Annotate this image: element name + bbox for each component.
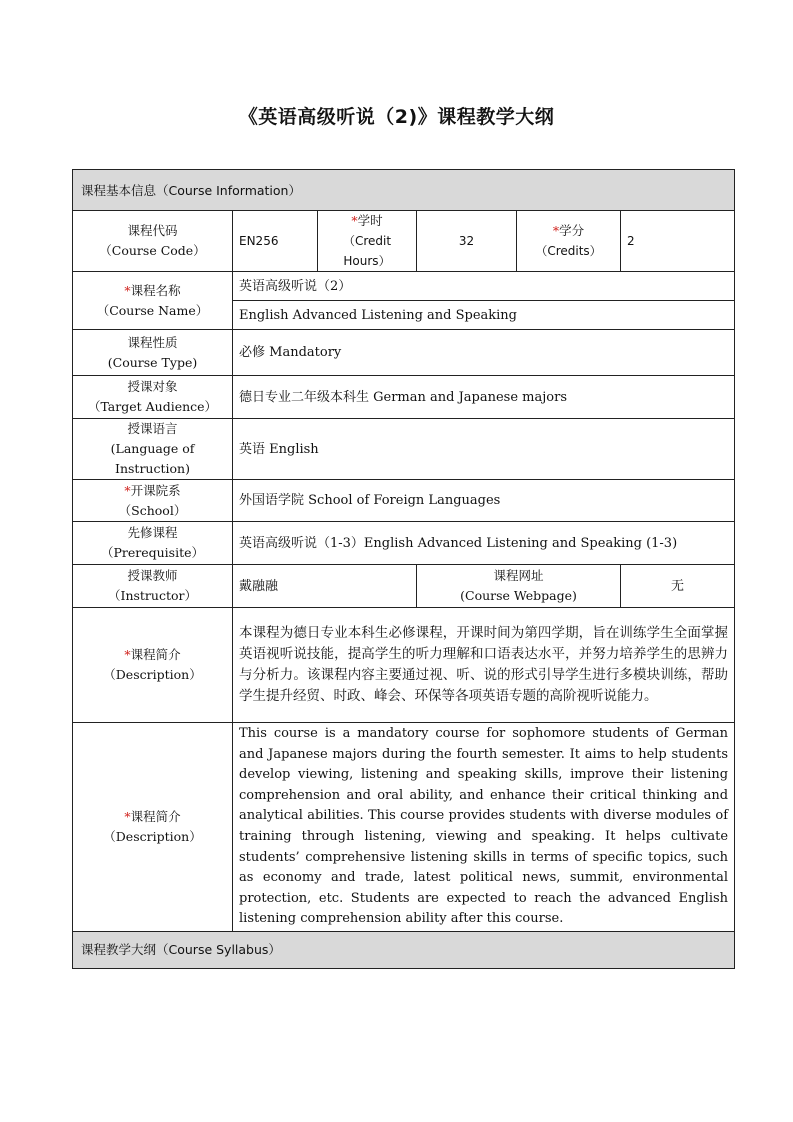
row-school [73, 480, 735, 522]
description-cn-label-text: 课程简介（Description） [103, 647, 202, 682]
required-star: * [552, 223, 560, 238]
row-course-type [73, 330, 735, 376]
course-code-label-en: （Course Code） [99, 243, 206, 258]
prerequisite-label [73, 522, 233, 565]
prerequisite-value: 英语高级听说（1-3）English Advanced Listening and Speaking (1-3) [233, 522, 735, 565]
course-webpage-value: 无 [621, 565, 735, 608]
prerequisite-label-cn: 先修课程 [127, 525, 178, 540]
description-en-label [73, 723, 233, 932]
section-row-syllabus [73, 931, 735, 968]
course-type-value: 必修 Mandatory [233, 330, 735, 376]
instructor-value: 戴融融 [233, 565, 417, 608]
credits-label-en: （Credits） [535, 244, 602, 258]
instructor-label-cn: 授课教师 [127, 568, 178, 583]
row-description-cn [73, 608, 735, 723]
language-label-cn: 授课语言 [127, 421, 178, 436]
course-code-value: EN256 [233, 211, 318, 272]
school-label-en: （School） [118, 502, 187, 518]
target-audience-label-en: （Target Audience） [87, 399, 218, 414]
language-value: 英语 English [233, 419, 735, 480]
course-webpage-label [417, 565, 621, 608]
course-code-label [73, 211, 233, 272]
section-course-syllabus: 课程教学大纲（Course Syllabus） [73, 931, 735, 968]
credit-hours-label [318, 211, 417, 272]
prerequisite-label-en: （Prerequisite） [100, 545, 205, 560]
section-row-info [73, 170, 735, 211]
description-en-label-text: 课程简介（Description） [103, 808, 202, 844]
credit-hours-label-en: （Credit Hours） [342, 234, 392, 268]
row-language [73, 419, 735, 480]
credits-value: 2 [621, 211, 735, 272]
course-name-en-value: English Advanced Listening and Speaking [233, 301, 735, 330]
description-en-text: This course is a mandatory course for sophomore students of German and Japanese majors during the fourth semester. It aims to help students develop viewing, listening and speaking skills, improve their listening comprehension and oral ability, and enhance their critical thinking and analytical abilities. This course provides students with diverse modules of training through listening, viewing and speaking. It helps cultivate students’ comprehensive listening skills in terms of specific topics, such as economy and trade, latest political news, summit, environmental protection, etc. Students are expected to reach the advanced English listening comprehension ability after this course. [233, 723, 735, 932]
course-type-label [73, 330, 233, 376]
required-star: * [124, 647, 131, 662]
instructor-label-en: （Instructor） [108, 588, 197, 603]
target-audience-label [73, 376, 233, 419]
required-star: * [124, 282, 131, 298]
school-value: 外国语学院 School of Foreign Languages [233, 480, 735, 522]
credit-hours-value: 32 [417, 211, 517, 272]
row-target-audience [73, 376, 735, 419]
school-label-cn: 开课院系 [130, 482, 181, 498]
course-webpage-label-cn: 课程网址 [493, 568, 544, 583]
school-label [73, 480, 233, 522]
course-type-label-en: (Course Type) [107, 354, 198, 370]
required-star: * [124, 808, 131, 824]
credits-label-cn: 学分 [559, 223, 585, 238]
language-label [73, 419, 233, 480]
instructor-label [73, 565, 233, 608]
credits-label [517, 211, 621, 272]
course-type-label-cn: 课程性质 [127, 334, 178, 350]
syllabus-table [72, 169, 735, 969]
row-code-hours-credits [73, 211, 735, 272]
course-code-label-cn: 课程代码 [127, 223, 178, 238]
row-course-name-cn [73, 272, 735, 301]
description-cn-text: 本课程为德日专业本科生必修课程，开课时间为第四学期，旨在训练学生全面掌握英语视听说技能，提高学生的听力理解和口语表达水平，并努力培养学生的思辨力与分析力。该课程内容主要通过视、听、说的形式引导学生进行多模块训练，帮助学生提升经贸、时政、峰会、环保等各项英语专题的高阶视听说能力。 [233, 608, 735, 723]
target-audience-label-cn: 授课对象 [127, 379, 178, 394]
row-description-en [73, 723, 735, 932]
course-name-cn-value: 英语高级听说（2） [233, 272, 735, 301]
target-audience-value: 德日专业二年级本科生 German and Japanese majors [233, 376, 735, 419]
row-prerequisite [73, 522, 735, 565]
course-name-label-cn: 课程名称 [130, 282, 181, 298]
course-name-label [73, 272, 233, 330]
description-cn-label [73, 608, 233, 723]
required-star: * [124, 482, 131, 498]
section-course-information: 课程基本信息（Course Information） [73, 170, 735, 211]
page-title: 《英语高级听说（2)》课程教学大纲 [238, 106, 555, 128]
credit-hours-label-cn: 学时 [357, 213, 383, 228]
language-label-en: (Language of Instruction) [110, 441, 195, 476]
required-star: * [351, 213, 358, 228]
course-name-label-en: （Course Name） [96, 302, 209, 318]
course-webpage-label-en: (Course Webpage) [460, 588, 577, 603]
row-instructor-webpage [73, 565, 735, 608]
